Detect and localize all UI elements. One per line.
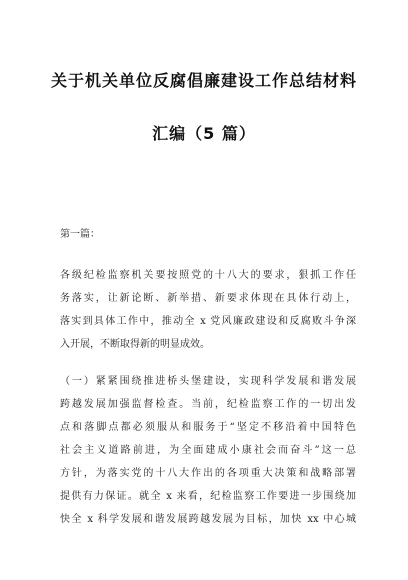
paragraph-2-line: 快全 x 科学发展和谐发展跨越发展为目标，加快 xx 中心城 [60, 514, 356, 525]
paragraph-1-line: 落实到具体工作中，推动全 x 党风廉政建设和反腐败斗争深 [60, 316, 356, 327]
paragraph-2-line: 方针，为落实党的十八大作出的各项重大决策和战略部署 [60, 468, 356, 479]
paragraph-1 [60, 264, 356, 356]
paragraph-1-line: 入开展，不断取得新的明显成效。 [60, 339, 210, 350]
paragraph-1-line: 各级纪检监察机关要按照党的十八大的要求，狠抓工作任 [60, 270, 356, 281]
section-label: 第一篇： [60, 229, 100, 240]
paragraph-2-line: （一）紧紧围绕推进桥头堡建设，实现科学发展和谐发展 [60, 376, 356, 387]
document-title-line-1: 关于机关单位反腐倡廉建设工作总结材料 [50, 71, 357, 90]
paragraph-2-line: 跨越发展加强监督检查。当前，纪检监察工作的一切出发 [60, 399, 356, 410]
paragraph-2-line: 点和落脚点都必须服从和服务于“坚定不移沿着中国特色 [60, 422, 356, 433]
paragraph-2-line: 提供有力保证。就全 x 来看，纪检监察工作要进一步围绕加 [60, 491, 356, 502]
paragraph-1-line: 务落实，让新论断、新举措、新要求体现在具体行动上， [60, 293, 356, 304]
paragraph-2-line: 社会主义道路前进，为全面建成小康社会而奋斗”这一总 [60, 445, 356, 456]
paragraph-2 [60, 370, 356, 531]
document-title-line-2: 汇编（5 篇） [152, 124, 256, 143]
